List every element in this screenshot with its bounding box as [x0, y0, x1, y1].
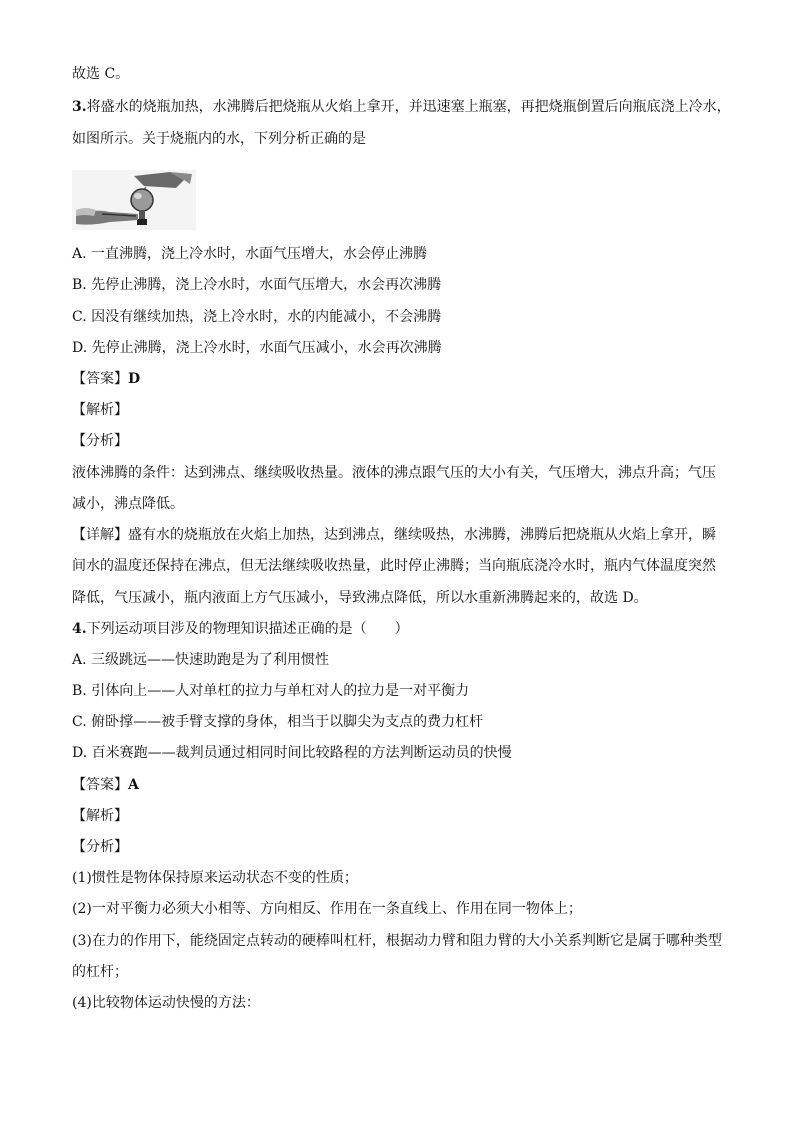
q4-option-b: B. 引体向上——人对单杠的拉力与单杠对人的拉力是一对平衡力: [72, 683, 470, 699]
q3-stem-line1: [72, 97, 731, 117]
q3-answer-value: D: [128, 371, 141, 387]
q4-analysis-tag: 【解析】: [72, 808, 128, 824]
q3-answer-tag: 【答案】: [72, 371, 128, 387]
q3-detail-line3: 降低，气压减小，瓶内液面上方气压减小，导致沸点降低，所以水重新沸腾起来的，故选 D。: [72, 590, 648, 606]
q4-answer-value: A: [128, 777, 139, 793]
q4-option-c: C. 俯卧撑——被手臂支撑的身体，相当于以脚尖为支点的费力杠杆: [72, 714, 484, 730]
q4-point-2: (2)一对平衡力必须大小相等、方向相反、作用在一条直线上、作用在同一物体上；: [72, 901, 582, 917]
q4-number: 4.: [72, 621, 87, 637]
flask-cooling-figure: [72, 170, 196, 230]
q3-detail-line2: 间水的温度还保持在沸点，但无法继续吸收热量，此时停止沸腾；当向瓶底浇冷水时，瓶内气体温度突然: [72, 558, 716, 574]
q4-point-1: (1)惯性是物体保持原来运动状态不变的性质；: [72, 870, 358, 886]
q4-answer-tag: 【答案】: [72, 777, 128, 793]
q3-analysis-tag: 【解析】: [72, 402, 128, 418]
q4-point-3-cont: 的杠杆；: [72, 964, 128, 980]
q4-stem-text: 下列运动项目涉及的物理知识描述正确的是（ ）: [86, 621, 409, 637]
q3-detail-text: 盛有水的烧瓶放在火焰上加热，达到沸点，继续吸热，水沸腾，沸腾后把烧瓶从火焰上拿开，瞬: [128, 527, 716, 543]
q4-point-4: (4)比较物体运动快慢的方法：: [72, 995, 260, 1011]
q2-conclusion: 故选 C。: [72, 66, 130, 82]
q4-answer: [72, 775, 139, 795]
q3-option-d: D. 先停止沸腾，浇上冷水时，水面气压减小，水会再次沸腾: [72, 340, 442, 356]
q3-option-a: A. 一直沸腾，浇上冷水时，水面气压增大，水会停止沸腾: [72, 246, 428, 262]
q3-stem-text: 将盛水的烧瓶加热，水沸腾后把烧瓶从火焰上拿开，并迅速塞上瓶塞，再把烧瓶倒置后向瓶底浇上冷水，: [86, 99, 731, 115]
q3-option-c: C. 因没有继续加热，浇上冷水时，水的内能减小，不会沸腾: [72, 309, 442, 325]
q4-point-3: (3)在力的作用下，能绕固定点转动的硬棒叫杠杆，根据动力臂和阻力臂的大小关系判断它是属于哪种类型: [72, 933, 722, 949]
q3-detail-line1: [72, 525, 716, 545]
q3-fenxi-line1: 液体沸腾的条件：达到沸点、继续吸收热量。液体的沸点跟气压的大小有关，气压增大，沸点升高；气压: [72, 465, 716, 481]
q3-option-b: B. 先停止沸腾，浇上冷水时，水面气压增大，水会再次沸腾: [72, 277, 442, 293]
q3-fenxi-line2: 减小，沸点降低。: [72, 496, 184, 512]
q3-answer: [72, 369, 140, 389]
q4-stem: [72, 619, 409, 639]
q3-number: 3.: [72, 99, 87, 115]
q3-stem-line2: 如图所示。关于烧瓶内的水，下列分析正确的是: [72, 131, 366, 147]
q3-detail-tag: 【详解】: [72, 527, 128, 543]
q4-option-d: D. 百米赛跑——裁判员通过相同时间比较路程的方法判断运动员的快慢: [72, 745, 512, 761]
q4-option-a: A. 三级跳远——快速助跑是为了利用惯性: [72, 652, 330, 668]
q4-fenxi-tag: 【分析】: [72, 839, 128, 855]
q3-fenxi-tag: 【分析】: [72, 433, 128, 449]
